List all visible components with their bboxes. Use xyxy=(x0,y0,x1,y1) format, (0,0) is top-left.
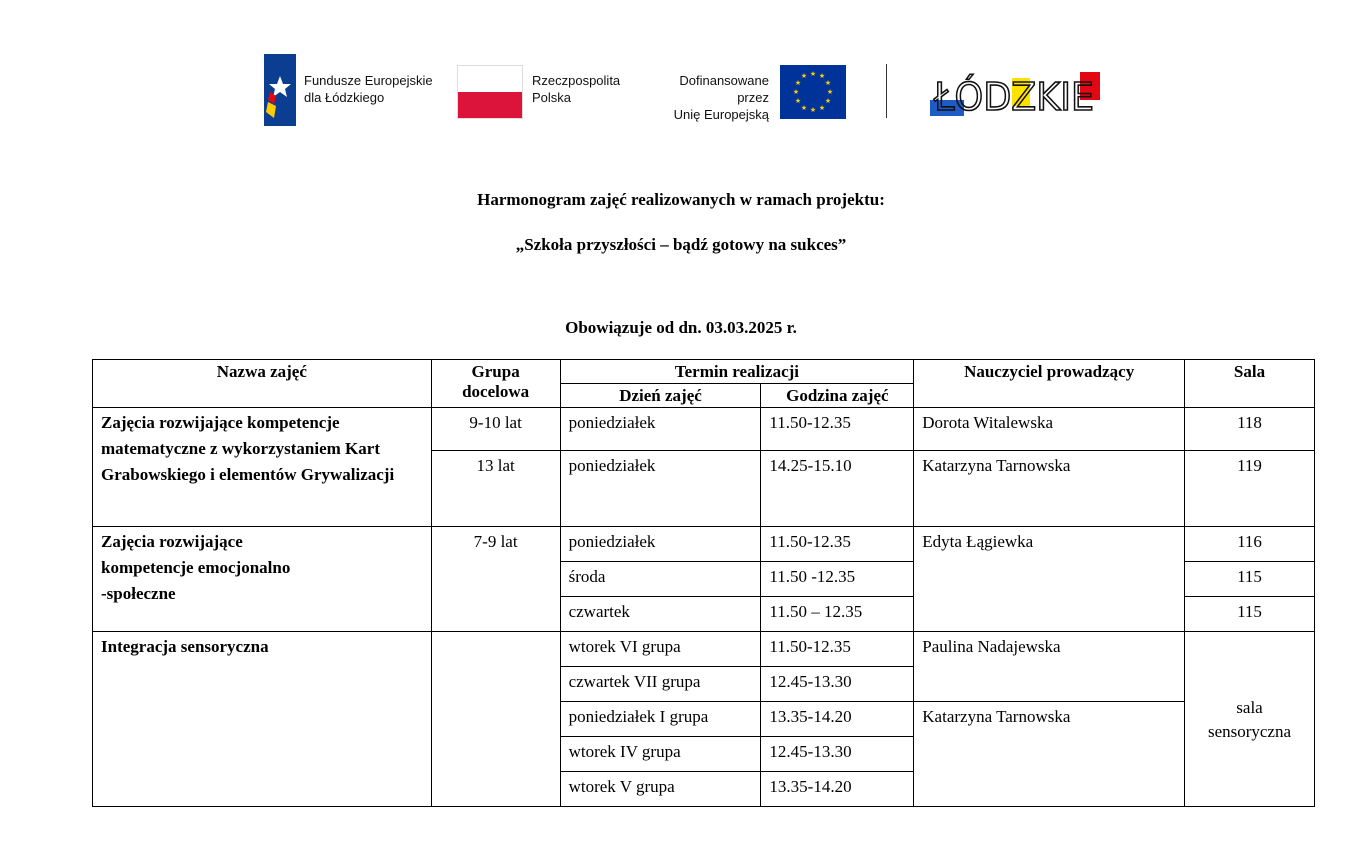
day: wtorek V grupa xyxy=(560,772,761,807)
svg-text:★: ★ xyxy=(792,88,800,96)
header-name: Nazwa zajęć xyxy=(93,360,432,408)
teacher: Paulina Nadajewska xyxy=(914,632,1185,702)
svg-text:★: ★ xyxy=(809,106,817,114)
header-row xyxy=(93,360,1315,384)
svg-text:★: ★ xyxy=(818,72,826,80)
svg-text:★: ★ xyxy=(794,97,802,105)
eu-line-2: Unię Europejską xyxy=(673,107,769,122)
room: 115 xyxy=(1185,597,1315,632)
header-teacher: Nauczyciel prowadzący xyxy=(914,360,1185,408)
svg-text:★: ★ xyxy=(826,88,834,96)
header-day: Dzień zajęć xyxy=(560,384,761,408)
table-row xyxy=(93,408,1315,451)
room: 118 xyxy=(1185,408,1315,451)
teacher: Edyta Łągiewka xyxy=(914,527,1185,632)
activity-name: Integracja sensoryczna xyxy=(93,632,432,807)
table-row xyxy=(93,527,1315,562)
teacher: Katarzyna Tarnowska xyxy=(914,702,1185,807)
fundusze-europejskie-text xyxy=(304,72,433,106)
day: poniedziałek xyxy=(560,451,761,527)
valid-from: Obowiązuje od dn. 03.03.2025 r. xyxy=(565,318,797,337)
room: sala sensoryczna xyxy=(1185,632,1315,807)
hour: 11.50 – 12.35 xyxy=(761,597,914,632)
svg-text:★: ★ xyxy=(794,79,802,87)
day: środa xyxy=(560,562,761,597)
activity-name: Zajęcia rozwijające kompetencje matematyczne z wykorzystaniem Kart Grabowskiego i elementów Grywalizacji xyxy=(93,408,432,527)
header-group: Grupa docelowa xyxy=(431,360,560,408)
header-term: Termin realizacji xyxy=(560,360,914,384)
logo-divider xyxy=(886,64,887,118)
lodzkie-logo-icon xyxy=(930,68,1110,120)
hour: 12.45-13.30 xyxy=(761,667,914,702)
target-group xyxy=(431,632,560,807)
day: czwartek xyxy=(560,597,761,632)
target-group: 7-9 lat xyxy=(431,527,560,632)
svg-text:ŁÓDZKIE: ŁÓDZKIE xyxy=(933,75,1094,119)
header-room: Sala xyxy=(1185,360,1315,408)
svg-text:★: ★ xyxy=(809,70,817,78)
day: wtorek VI grupa xyxy=(560,632,761,667)
target-group: 13 lat xyxy=(431,451,560,527)
svg-text:★: ★ xyxy=(800,72,808,80)
fe-line-1: Fundusze Europejskie xyxy=(304,73,433,88)
hour: 11.50-12.35 xyxy=(761,408,914,451)
project-name: „Szkoła przyszłości – bądź gotowy na sukces” xyxy=(515,235,847,254)
room: 119 xyxy=(1185,451,1315,527)
hour: 11.50-12.35 xyxy=(761,527,914,562)
teacher: Dorota Witalewska xyxy=(914,408,1185,451)
hour: 14.25-15.10 xyxy=(761,451,914,527)
day: czwartek VII grupa xyxy=(560,667,761,702)
day: poniedziałek xyxy=(560,408,761,451)
day: wtorek IV grupa xyxy=(560,737,761,772)
hour: 12.45-13.30 xyxy=(761,737,914,772)
svg-text:★: ★ xyxy=(824,97,832,105)
polish-flag-icon xyxy=(457,65,523,119)
header-hour: Godzina zajęć xyxy=(761,384,914,408)
hour: 13.35-14.20 xyxy=(761,702,914,737)
svg-text:★: ★ xyxy=(818,104,826,112)
eu-flag-icon xyxy=(780,65,846,119)
table-row xyxy=(93,632,1315,667)
activity-name: Zajęcia rozwijające kompetencje emocjonalno -społeczne xyxy=(93,527,432,632)
fundusze-europejskie-logo-icon xyxy=(264,54,296,126)
teacher: Katarzyna Tarnowska xyxy=(914,451,1185,527)
rzeczpospolita-text xyxy=(532,72,620,106)
room: 115 xyxy=(1185,562,1315,597)
room: 116 xyxy=(1185,527,1315,562)
target-group: 9-10 lat xyxy=(431,408,560,451)
rp-line-2: Polska xyxy=(532,90,572,105)
hour: 11.50 -12.35 xyxy=(761,562,914,597)
eu-line-1: Dofinansowane przez xyxy=(679,73,769,105)
logo-bar xyxy=(260,50,1110,130)
fe-line-2: dla Łódzkiego xyxy=(304,90,385,105)
day: poniedziałek xyxy=(560,527,761,562)
eu-cofinanced-text xyxy=(647,72,769,123)
schedule-table xyxy=(92,359,1315,807)
schedule-heading: Harmonogram zajęć realizowanych w ramach projektu: xyxy=(477,190,885,209)
svg-text:★: ★ xyxy=(800,104,808,112)
day: poniedziałek I grupa xyxy=(560,702,761,737)
svg-text:★: ★ xyxy=(824,79,832,87)
hour: 11.50-12.35 xyxy=(761,632,914,667)
hour: 13.35-14.20 xyxy=(761,772,914,807)
rp-line-1: Rzeczpospolita xyxy=(532,73,621,88)
